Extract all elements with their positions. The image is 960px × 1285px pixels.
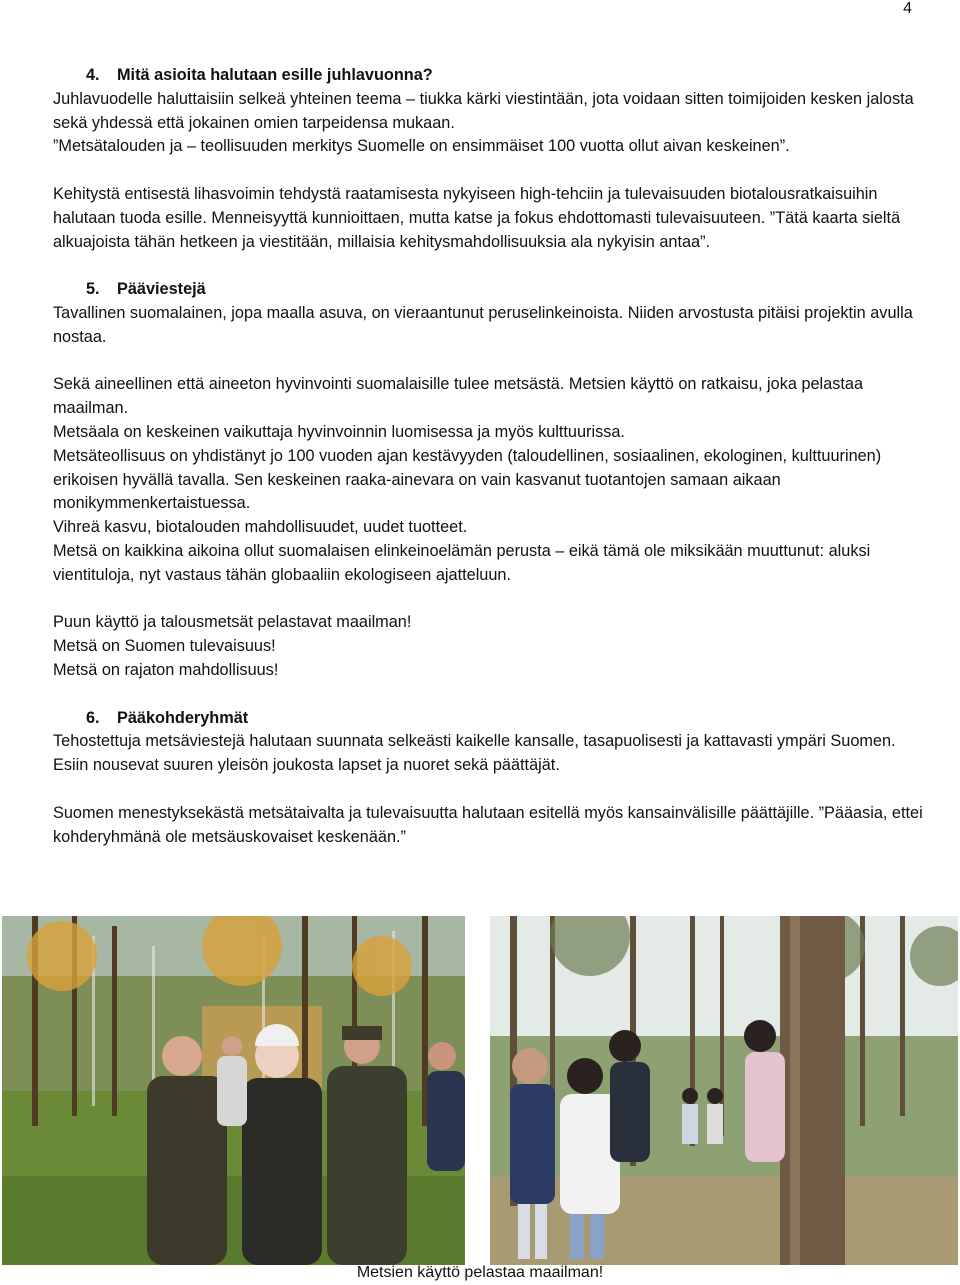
slogan: Metsä on Suomen tulevaisuus! <box>53 637 276 656</box>
section-number: 6. <box>86 708 100 727</box>
slogan: Puun käyttö ja talousmetsät pelastavat maailman! <box>53 613 412 632</box>
paragraph: ”Metsätalouden ja – teollisuuden merkitys Suomelle on ensimmäiset 100 vuotta ollut aivan keskeinen”. <box>53 137 790 156</box>
forest-group-illustration <box>2 916 465 1265</box>
section-6-heading <box>53 707 923 731</box>
photo-forest-group <box>2 916 465 1265</box>
paragraph: Metsä on kaikkina aikoina ollut suomalaisen elinkeinoelämän perusta – eikä tämä ole miksikään muuttunut: aluksi vientituloja, nyt vastaus tähän globaaliin ekologiseen ajatteluun. <box>53 541 871 584</box>
paragraph: Vihreä kasvu, biotalouden mahdollisuudet, uudet tuotteet. <box>53 518 468 537</box>
paragraph: Metsäala on keskeinen vaikuttaja hyvinvoinnin luomisessa ja myös kulttuurissa. <box>53 422 625 441</box>
slogan: Metsä on rajaton mahdollisuus! <box>53 660 279 679</box>
page-number: 4 <box>903 0 912 17</box>
paragraph: Kehitystä entisestä lihasvoimin tehdystä raatamisesta nykyiseen high-tehciin ja tulevaisuuden biotalousratkaisuihin halutaan tuoda esille. Menneisyyttä kunnioittaen, mutta katse ja fokus ehdottomasti tulevaisuuteen. ”Tätä kaarta sieltä alkuajoista tähän hetkeen ja viestitään, millaisia kehitysmahdollisuuksia ala nykyisin antaa”. <box>53 184 901 251</box>
section-title: Pääkohderyhmät <box>117 708 249 727</box>
section-number: 5. <box>86 280 100 299</box>
document-body <box>53 64 923 849</box>
section-title: Pääviestejä <box>117 280 206 299</box>
section-4-heading <box>53 64 923 88</box>
paragraph: Tavallinen suomalainen, jopa maalla asuva, on vieraantunut peruselinkeinoista. Niiden arvostusta pitäisi projektin avulla nostaa. <box>53 303 913 346</box>
paragraph: Metsäteollisuus on yhdistänyt jo 100 vuoden ajan kestävyyden (taloudellinen, sosiaalinen, ekologinen, kulttuurinen) erikoisen hyvällä tavalla. Sen keskeinen raaka-ainevara on vain kasvanut tuotantojen samaan aikaan monikymmenkertaistuessa. <box>53 446 882 513</box>
paragraph: Sekä aineellinen että aineeton hyvinvointi suomalaisille tulee metsästä. Metsien käyttö on ratkaisu, joka pelastaa maailman. <box>53 375 864 418</box>
students-forest-illustration <box>490 916 958 1265</box>
section-5-heading <box>53 278 923 302</box>
photo-caption: Metsien käyttö pelastaa maailman! <box>356 1264 604 1281</box>
section-title: Mitä asioita halutaan esille juhlavuonna? <box>117 66 433 84</box>
paragraph: Juhlavuodelle haluttaisiin selkeä yhteinen teema – tiukka kärki viestintään, jota voidaan sitten toimijoiden kesken jalosta sekä yhdessä että jokainen omien tarpeidensa mukaan. <box>53 89 914 132</box>
photo-students-forest <box>490 916 958 1265</box>
paragraph: Tehostettuja metsäviestejä halutaan suunnata selkeästi kaikelle kansalle, tasapuolisesti ja kattavasti ympäri Suomen. Esiin nousevat suuren yleisön joukosta lapset ja nuoret sekä päättäjät. <box>53 732 896 775</box>
paragraph: Suomen menestyksekästä metsätaivalta ja tulevaisuutta halutaan esitellä myös kansainvälisille päättäjille. ”Pääasia, ettei kohderyhmänä ole metsäuskovaiset keskenään.” <box>53 803 923 846</box>
section-number: 4. <box>86 66 100 84</box>
